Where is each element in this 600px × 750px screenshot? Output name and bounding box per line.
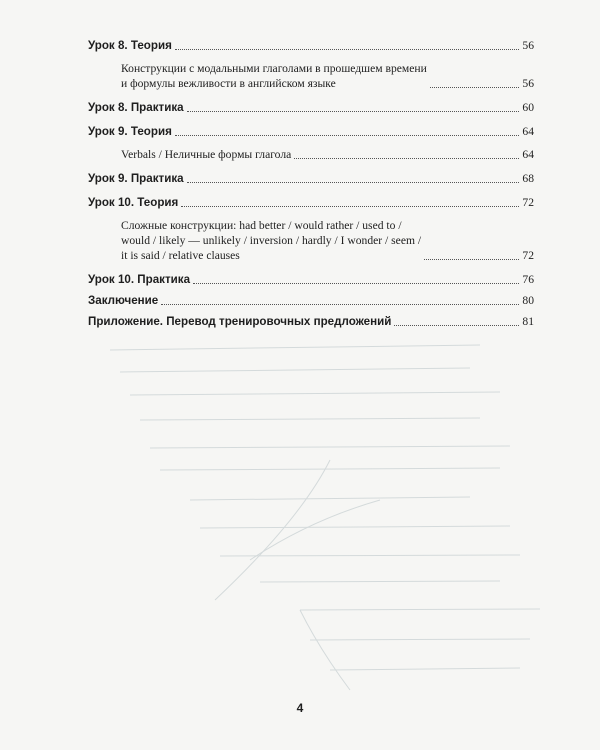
- toc-label: Урок 10. Теория: [88, 196, 179, 209]
- toc-label: Урок 9. Практика: [88, 172, 184, 185]
- toc-entry-lesson10-practice[interactable]: [88, 272, 534, 287]
- toc-entry-lesson8-practice[interactable]: [88, 100, 534, 115]
- toc-label: Урок 8. Теория: [88, 39, 172, 52]
- toc-label-line: Конструкции с модальными глаголами в прошедшем времени: [121, 62, 427, 75]
- toc-page: 64: [522, 125, 534, 138]
- toc-entry-conclusion[interactable]: [88, 293, 534, 308]
- toc-label: Verbals / Неличные формы глагола: [121, 148, 292, 161]
- dot-leader: [187, 110, 520, 112]
- toc-label: Урок 8. Практика: [88, 101, 184, 114]
- toc-entry-lesson8-theory[interactable]: [88, 38, 534, 53]
- toc-entry-lesson9-practice[interactable]: [88, 171, 534, 186]
- toc-label-line: would / likely — unlikely / inversion / hardly / I wonder / seem /: [121, 234, 422, 247]
- toc-label: Урок 9. Теория: [88, 125, 172, 138]
- toc-page: 60: [522, 101, 534, 114]
- toc-page: 56: [522, 39, 534, 52]
- toc-label: Заключение: [88, 294, 159, 307]
- toc-entry-lesson9-theory[interactable]: [88, 124, 534, 139]
- page-number: 4: [296, 701, 304, 715]
- dot-leader: [161, 303, 519, 305]
- toc-entry-appendix[interactable]: [88, 314, 534, 329]
- toc-page: 81: [522, 315, 534, 328]
- toc-label-line: it is said / relative clauses: [121, 249, 240, 262]
- dot-leader: [187, 181, 520, 183]
- toc-page: 56: [522, 77, 534, 90]
- toc-page: 72: [522, 196, 534, 209]
- toc-label-line: Сложные конструкции: had better / would rather / used to /: [121, 219, 402, 232]
- toc-page: 64: [522, 148, 534, 161]
- toc-label-line: и формулы вежливости в английском языке: [121, 77, 336, 90]
- dot-leader: [394, 324, 519, 326]
- toc-page: 68: [522, 172, 534, 185]
- dot-leader: [430, 86, 520, 88]
- dot-leader: [193, 282, 519, 284]
- toc-entry-lesson10-theory[interactable]: [88, 195, 534, 210]
- toc-entry-modal-constructions[interactable]: [88, 61, 534, 91]
- dot-leader: [175, 134, 520, 136]
- toc-label: Урок 10. Практика: [88, 273, 191, 286]
- toc-entry-verbals[interactable]: [88, 147, 534, 162]
- dot-leader: [424, 258, 519, 260]
- toc-page: 72: [522, 249, 534, 262]
- toc-label: Приложение. Перевод тренировочных предложений: [88, 315, 392, 328]
- toc-entry-complex-constructions[interactable]: [88, 218, 534, 263]
- dot-leader: [175, 48, 520, 50]
- table-of-contents: [88, 38, 534, 329]
- dot-leader: [181, 205, 519, 207]
- toc-page: 80: [522, 294, 534, 307]
- dot-leader: [294, 157, 519, 159]
- toc-page: 76: [522, 273, 534, 286]
